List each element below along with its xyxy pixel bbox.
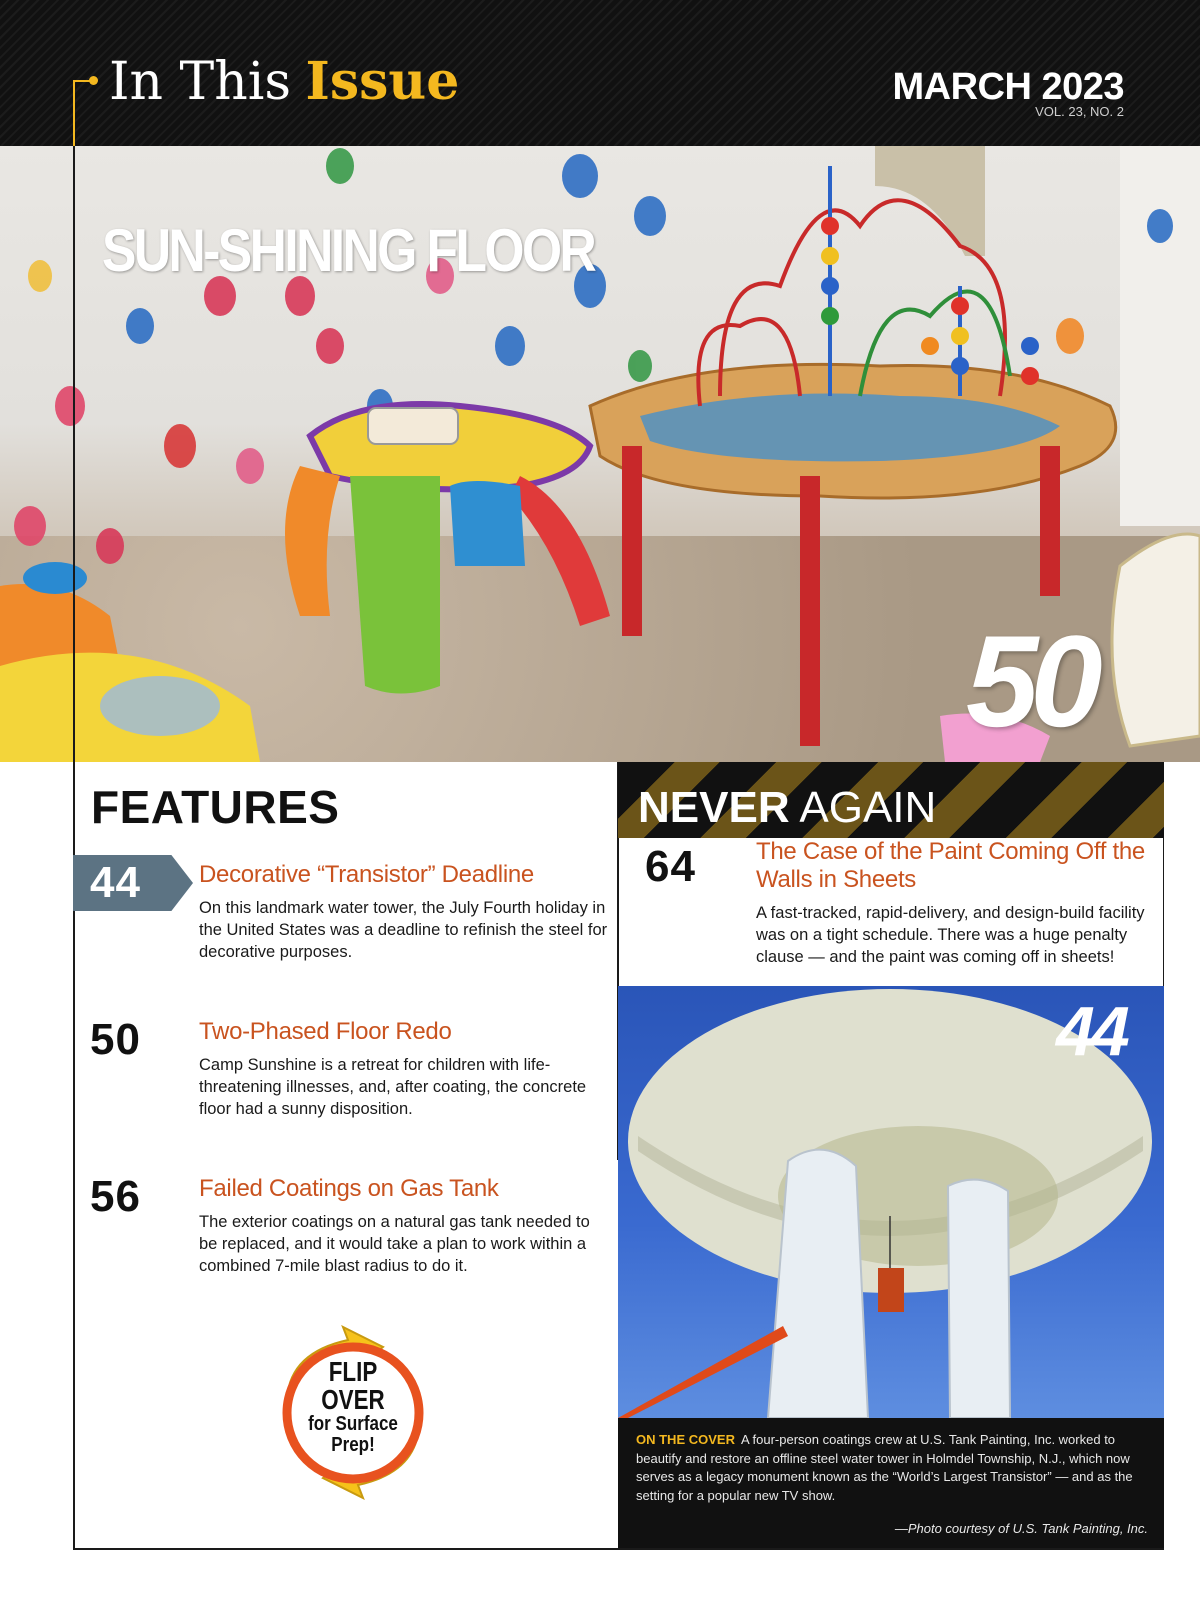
issue-volume: VOL. 23, NO. 2	[1035, 104, 1124, 119]
never-again-item[interactable]	[618, 838, 1164, 986]
flip-line-3: for Surface	[308, 1413, 398, 1435]
flip-line-2: OVER	[321, 1384, 385, 1415]
features-heading: FEATURES	[91, 781, 340, 833]
section-title	[109, 52, 459, 112]
flip-line-4: Prep!	[331, 1434, 375, 1456]
feature-description: On this landmark water tower, the July Fourth holiday in the United States was a deadline to refinish the steel for decorative purposes.	[199, 899, 608, 961]
cover-caption	[618, 1418, 1164, 1550]
masthead-header	[0, 0, 1200, 146]
flip-over-text	[258, 1358, 448, 1456]
left-frame-rule	[73, 80, 75, 1550]
never-again-banner	[618, 762, 1164, 838]
bottom-frame-rule	[73, 1548, 1164, 1550]
frame-accent-rule	[73, 80, 75, 146]
never-again-heading	[638, 782, 936, 834]
cover-caption-text: A four-person coatings crew at U.S. Tank Painting, Inc. worked to beautify and restore an offline steel water tower in Holmdel Township, N.J., which now serves as a legacy monument known as the “World’s Largest Transistor” — and as the setting for a popular new TV show.	[636, 1432, 1133, 1503]
hero-feature-caption[interactable]: SUN-SHINING FLOOR	[102, 217, 595, 284]
issue-date: MARCH 2023	[892, 66, 1124, 108]
feature-description: The exterior coatings on a natural gas tank needed to be replaced, and it would take a plan to work within a combined 7-mile blast radius to do it.	[199, 1213, 590, 1275]
feature-page-number: 56	[90, 1172, 141, 1221]
never-again-heading-regular: AGAIN	[799, 783, 937, 832]
flip-over-badge[interactable]	[258, 1325, 448, 1500]
feature-title-link[interactable]: Decorative “Transistor” Deadline	[199, 861, 534, 888]
never-again-heading-bold: NEVER	[638, 783, 790, 832]
feature-description: Camp Sunshine is a retreat for children with life-threatening illnesses, and, after coating, the concrete floor had a sunny disposition.	[199, 1056, 587, 1118]
cover-page-number: 44	[1056, 992, 1126, 1070]
hero-photo[interactable]	[0, 146, 1200, 762]
feature-title-link[interactable]: Failed Coatings on Gas Tank	[199, 1175, 499, 1202]
cover-caption-label: ON THE COVER	[636, 1432, 735, 1447]
hero-page-number: 50	[966, 608, 1095, 754]
flip-line-1: FLIP	[328, 1356, 378, 1387]
section-title-part2: Issue	[305, 51, 460, 112]
never-again-description: A fast-tracked, rapid-delivery, and design-build facility was on a tight schedule. There was a huge penalty clause — and the paint was coming off in sheets!	[756, 904, 1145, 966]
cover-photo[interactable]	[618, 986, 1164, 1418]
frame-accent-dot	[89, 76, 98, 85]
right-column	[618, 762, 1164, 1550]
feature-title-link[interactable]: Two-Phased Floor Redo	[199, 1018, 452, 1045]
never-again-page-number: 64	[645, 842, 696, 891]
section-title-part1: In This	[109, 52, 292, 112]
feature-page-number: 44	[90, 858, 141, 907]
never-again-title-link[interactable]: The Case of the Paint Coming Off the Walls in Sheets	[756, 838, 1145, 893]
photo-credit: —Photo courtesy of U.S. Tank Painting, Inc.	[894, 1520, 1148, 1536]
feature-page-number: 50	[90, 1015, 141, 1064]
